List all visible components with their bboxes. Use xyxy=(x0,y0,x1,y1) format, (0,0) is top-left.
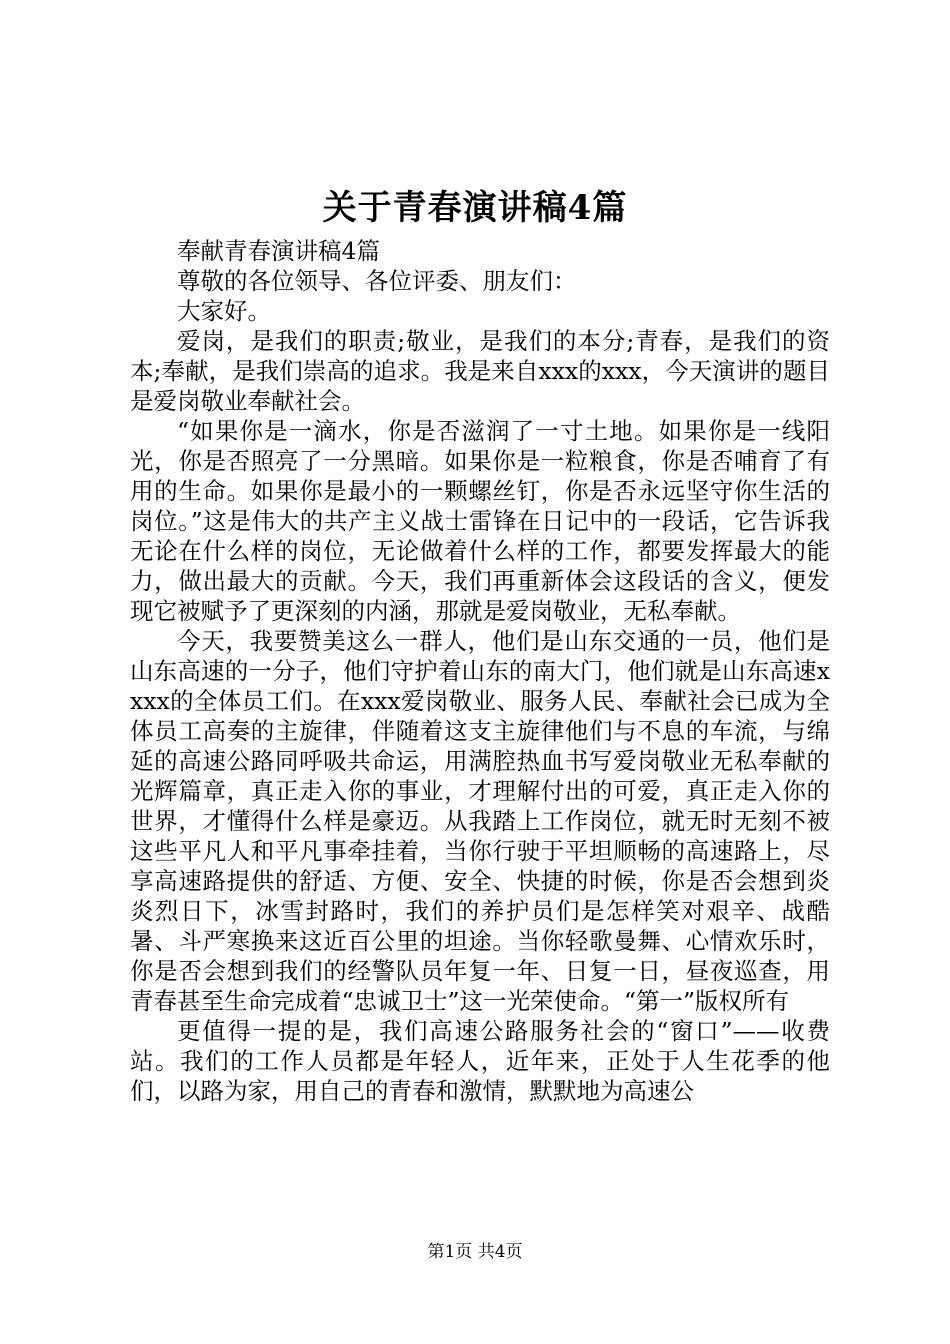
paragraph-toll-station: 更值得一提的是，我们高速公路服务社会的“窗口”——收费站。我们的工作人员都是年轻人，近年来，正处于人生花季的他们，以路为家，用自己的青春和激情，默默地为高速公 xyxy=(130,1017,830,1105)
paragraph-salutation: 尊敬的各位领导、各位评委、朋友们： xyxy=(177,267,577,295)
paragraph-greeting: 大家好。 xyxy=(177,297,271,325)
document-title: 关于青春演讲稿4篇 xyxy=(322,188,628,228)
document-body xyxy=(130,236,830,1106)
paragraph-subtitle: 奉献青春演讲稿4篇 xyxy=(177,237,380,265)
page-footer: 第1页 共4页 xyxy=(427,1242,523,1262)
paragraph-quote: “如果你是一滴水，你是否滋润了一寸土地。如果你是一线阳光，你是否照亮了一分黑暗。如果你是一粒粮食，你是否哺育了有用的生命。如果你是最小的一颗螺丝钉，你是否永远坚守你生活的岗位。”这是伟大的共产主义战士雷锋在日记中的一段话，它告诉我无论在什么样的岗位，无论做着什么样的工作，都要发挥最大的能力，做出最大的贡献。今天，我们再重新体会这段话的含义，便发现它被赋予了更深刻的内涵，那就是爱岗敬业，无私奉献。 xyxy=(130,417,830,625)
paragraph-praise: 今天，我要赞美这么一群人，他们是山东交通的一员，他们是山东高速的一分子，他们守护着山东的南大门，他们就是山东高速xxxx的全体员工们。在xxx爱岗敬业、服务人民、奉献社会已成为全体员工高奏的主旋律，伴随着这支主旋律他们与不息的车流，与绵延的高速公路同呼吸共命运，用满腔热血书写爱岗敬业无私奉献的光辉篇章，真正走入你的事业，才理解付出的可爱，真正走入你的世界，才懂得什么样是豪迈。从我踏上工作岗位，就无时无刻不被这些平凡人和平凡事牵挂着，当你行驶于平坦顺畅的高速路上，尽享高速路提供的舒适、方便、安全、快捷的时候，你是否会想到炎炎烈日下，冰雪封路时，我们的养护员们是怎样笑对艰辛、战酷暑、斗严寒换来这近百公里的坦途。当你轻歌曼舞、心情欢乐时，你是否会想到我们的经警队员年复一年、日复一日，昼夜巡查，用青春甚至生命完成着“忠诚卫士”这一光荣使命。“第一”版权所有 xyxy=(130,627,830,1015)
paragraph-intro: 爱岗，是我们的职责;敬业，是我们的本分;青春，是我们的资本;奉献，是我们崇高的追求。我是来自xxx的xxx，今天演讲的题目是爱岗敬业奉献社会。 xyxy=(130,327,830,415)
